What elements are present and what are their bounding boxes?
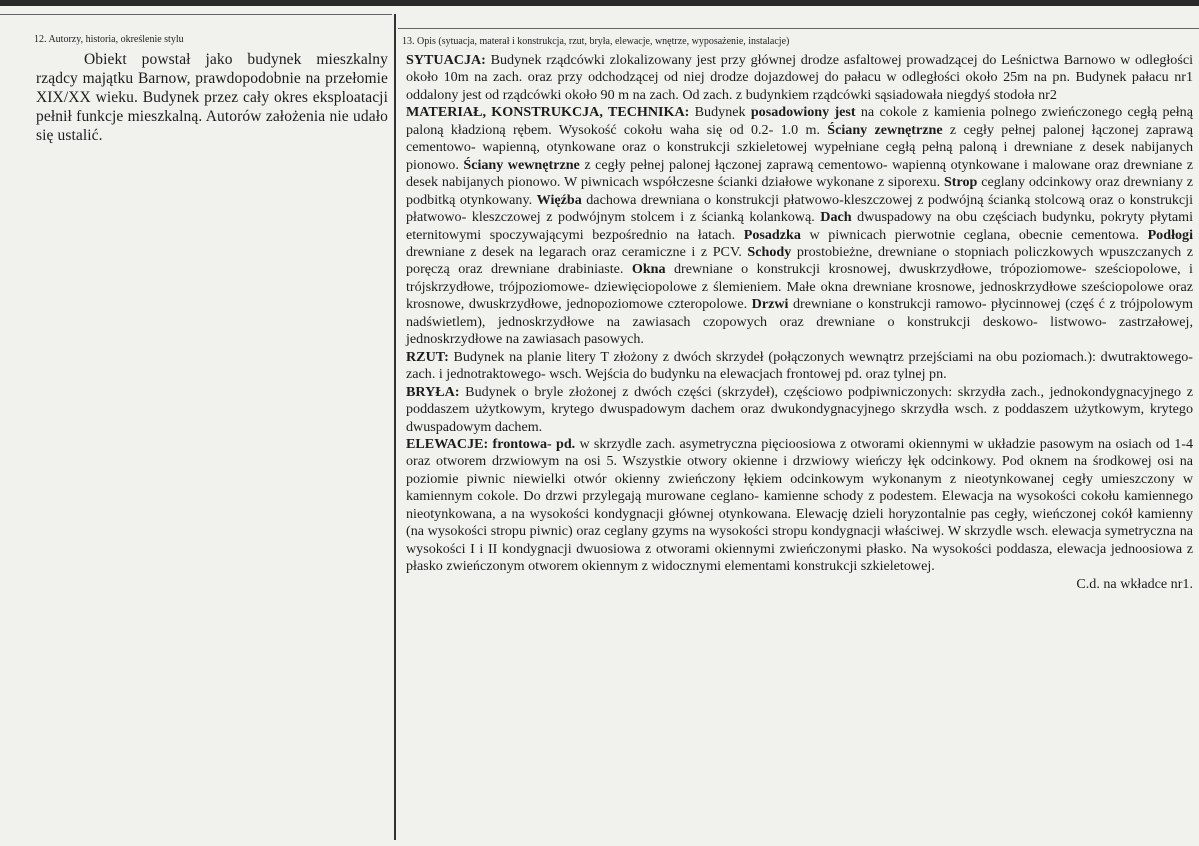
label-sytuacja: SYTUACJA:: [406, 52, 486, 68]
material-text-8: w piwnicach pierwotnie ceglana, obecnie cementowa.: [800, 226, 1148, 243]
section-elewacje: [406, 436, 1193, 576]
term-sciany-zewnetrzne: Ściany zewnętrzne: [827, 121, 943, 138]
term-posadowienie: posadowiony jest: [750, 104, 856, 121]
text-elewacje: w skrzydle zach. asymetryczna pięcioosiowa z otworami okiennymi w układzie pasowym na osiach od 1-4 oraz otworem drzwiowym na osi 5. Wszystkie otwory okienne i drzwiowy wieńczy łęk odcinkowy. Pod oknem na środkowej osi na poziomie piwnic niewielki otwór okienny zwieńczony łękiem odcinkowym wykonanym z nieotynkowanej cegły umieszczony w kamiennym cokole. Do drzwi przylegają murowane ceglano- kamienne schody z podestem. Elewacja na wysokości cokołu kamiennego nieotynkowana, a na wysokości kondygnacji głównej otynkowana. Elewację dzieli horyzontalnie pas cegły, wieńczonej cokół kamienny (na wysokości stropu piwnic) oraz ceglany gzyms na wysokości stropu kondygnacji właściwej. W skrzydle wsch. elewacja symetryczna na wysokości I i II kondygnacji dwuosiowa z otworami okiennymi zwieńczonymi płasko. Na wysokości poddasza, elewacja jednoosiowa z płasko zwieńczonym otworem okiennym z widocznymi elementami konstrukcji szkieletowej.: [406, 435, 1193, 575]
text-rzut: Budynek na planie litery T złożony z dwóch skrzydeł (połączonych wewnątrz przejściami na obu poziomach.): dwutraktowego- zach. i jednotraktowego- wsch. Wejścia do budynku na elewacjach frontowej pd. oraz tylnej pn.: [406, 348, 1193, 383]
section-material: [406, 104, 1193, 348]
material-text-6: dachowa drewniana o konstrukcji płatwowo-kleszczowej z podwójną ścianką stolcową oraz o konstrukcji płatwowo- kleszczowej z podwójnym stolcem i z ścianką kolankową.: [406, 191, 1194, 226]
material-text-3: z cegły pełnej palonej łączonej zaprawą cementowo- wapienną, otynkowane oraz o konstrukcji szkieletowej wypełniane cegłą pełną paloną i drewniane z desek nabijanych pionowo.: [406, 121, 1193, 173]
continuation-note: C.d. na wkładce nr1.: [1076, 575, 1193, 592]
description-body: [406, 52, 1193, 593]
left-header-rule: [0, 6, 392, 15]
material-text-5: ceglany odcinkowy oraz drewniany z podbitką otynkowany.: [406, 174, 1193, 208]
term-podlogi: Podłogi: [1147, 226, 1193, 243]
material-text-4: z cegły pełnej palonej łączonej zaprawą cementowo- wapienną otynkowane i malowane oraz drewniane z desek nabijanych pionowo. W piwnicach współczesne ścianki działowe wykonane z siporexu.: [406, 156, 1193, 191]
label-material: MATERIAŁ, KONSTRUKCJA, TECHNIKA:: [406, 104, 690, 121]
field-13-description: [400, 36, 1193, 593]
material-text-1: Budynek: [689, 104, 751, 121]
material-text-12: drewniane o konstrukcji ramowo- płycinnowej (częś ć z trójpolowym nadświetlem), jednoskrzydłowe na zawiasach czopowych oraz drewniane o konstrukcji deskowo- listwowo- zastrzałowej, jednoskrzydłowe na zawiasach pasowych.: [406, 296, 1194, 348]
term-wiezba: Więźba: [536, 191, 582, 208]
material-text-11: drewniane o konstrukcji krosnowej, dwuskrzydłowe, trópoziomowe- sześciopolowe, i trójskrzydłowe, trójpoziomowe- dziewięciopolowe z ślemieniem. Małe okna drewniane krosnowe, jednoskrzydłowe sześciopolowe oraz krosnowe, dwuskrzydłowe, jednopoziomowe czteropolowe.: [406, 261, 1193, 313]
field-12-title: 12. Autorzy, historia, określenie stylu: [34, 34, 184, 45]
material-text-10: prostobieżne, drewniane o stopniach policzkowych wpuszczanych z poręczą oraz drewniane drabiniaste.: [406, 243, 1193, 278]
text-bryla: Budynek o bryle złożonej z dwóch części (skrzydeł), częściowo podpiwniczonych: skrzydła zach., jednokondygnacyjnego z poddaszem użytkowym, krytego dwuspadowym dachem oraz dwukondygnacyjnego skrzydła wsch. z poddaszem użytkowym, krytego dwuspadowym dachem.: [406, 383, 1193, 435]
material-text-2: na cokole z kamienia polnego zwieńczonego cegłą pełną paloną kładzioną rębem. Wysokość cokołu waha się od 0.2- 1.0 m.: [406, 104, 1193, 138]
term-okna: Okna: [631, 261, 666, 278]
label-rzut: RZUT:: [406, 348, 449, 365]
term-drzwi: Drzwi: [751, 296, 789, 313]
material-text-7: dwuspadowy na obu częściach budynku, pokryty płytami eternitowymi spoczywającymi bezpośrednio na łatach.: [406, 209, 1194, 243]
label-bryla: BRYŁA:: [406, 383, 460, 400]
field-13-title: 13. Opis (sytuacja, materał i konstrukcja, rzut, bryła, elewacje, wnętrze, wyposażenie, instalacje): [402, 36, 790, 47]
term-schody: Schody: [747, 243, 792, 260]
text-sytuacja: Budynek rządcówki zlokalizowany jest przy głównej drodze asfaltowej prowadzącej do Leśnictwa Barnowo w odległości około 10m na zach. oraz przy odchodzącej od niej drodze dojazdowej do pałacu w odległości około 25m na pn. Budynek pałacu nr1 oddalony jest od rządcówki około 90 m na zach. Od zach. z budynkiem rządcówki sąsiadowała niegdyś stodoła nr2: [406, 52, 1193, 103]
label-elewacje: ELEWACJE: frontowa- pd.: [406, 435, 576, 452]
field-12-authors-history: [34, 34, 388, 145]
section-sytuacja: [406, 52, 1193, 104]
term-sciany-wewnetrzne: Ściany wewnętrzne: [463, 156, 580, 173]
section-rzut: [406, 349, 1193, 384]
term-dach: Dach: [820, 209, 852, 226]
field-12-text: Obiekt powstał jako budynek mieszkalny rządcy majątku Barnow, prawdopodobnie na przełomie XIX/XX wieku. Budynek przez cały okres eksploatacji pełnił funkcje mieszkalną. Autorów założenia nie udało się ustalić.: [36, 51, 388, 144]
term-strop: Strop: [943, 174, 978, 191]
right-header-rule: [398, 6, 1199, 29]
section-bryla: [406, 384, 1193, 436]
material-text-9: drewniane z desek na legarach oraz ceramiczne i z PCV.: [406, 243, 748, 260]
column-divider: [394, 14, 396, 840]
term-posadzka: Posadzka: [743, 226, 801, 243]
